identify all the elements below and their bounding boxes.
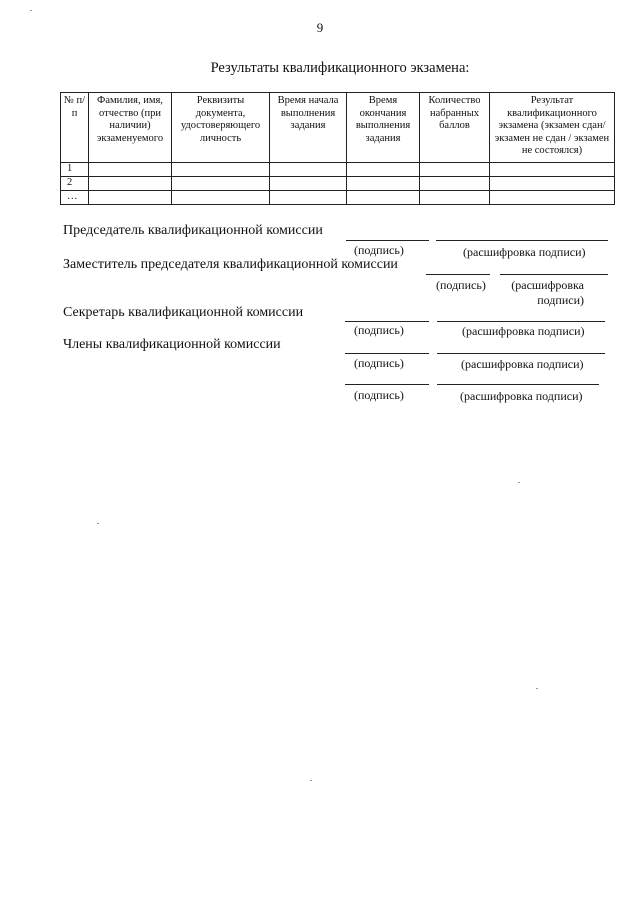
members-label: Члены квалификационной комиссии: [63, 337, 281, 352]
chairman-signature-line: [346, 240, 429, 241]
scan-speck: [536, 688, 538, 689]
table-cell-number: …: [61, 191, 89, 205]
deputy-decoding-caption: (расшифровка подписи): [511, 278, 584, 307]
member-1-decoding-caption: (расшифровка подписи): [461, 357, 584, 371]
secretary-label: Секретарь квалификационной комиссии: [63, 305, 304, 320]
table-row: [61, 177, 615, 191]
chairman-signature-caption: (подпись): [354, 243, 404, 257]
table-cell: [89, 163, 172, 177]
scan-speck: [310, 780, 312, 781]
table-cell: [172, 163, 270, 177]
header-identity-document: Реквизиты документа, удостоверяющего личность: [172, 93, 270, 163]
table-header-row: [61, 93, 615, 163]
member-2-signature-line: [345, 384, 429, 385]
results-table: [60, 92, 615, 205]
secretary-signature-caption: (подпись): [354, 323, 404, 337]
secretary-decoding-line: [437, 321, 605, 322]
member-2-decoding-caption: (расшифровка подписи): [460, 389, 583, 403]
secretary-signature-line: [345, 321, 429, 322]
secretary-decoding-caption: (расшифровка подписи): [462, 324, 585, 338]
header-full-name: Фамилия, имя, отчество (при наличии) экзаменуемого: [89, 93, 172, 163]
member-1-signature-line: [345, 353, 429, 354]
header-start-time: Время начала выполнения задания: [270, 93, 347, 163]
page-title: Результаты квалификационного экзамена:: [210, 60, 470, 76]
table-cell: [270, 177, 347, 191]
table-row: [61, 163, 615, 177]
header-result: Результат квалификационного экзамена (экзамен сдан/ экзамен не сдан / экзамен не состоялся): [490, 93, 615, 163]
table-cell: [270, 191, 347, 205]
table-cell: [420, 191, 490, 205]
member-1-decoding-line: [437, 353, 605, 354]
scan-speck: [518, 482, 520, 483]
table-cell: [347, 191, 420, 205]
table-cell: [420, 177, 490, 191]
scan-speck: [30, 10, 32, 11]
deputy-signature-line: [426, 274, 490, 275]
table-cell-number: 2: [61, 177, 89, 191]
deputy-decoding-line: [500, 274, 608, 275]
scan-speck: [97, 523, 99, 524]
table-cell: [89, 177, 172, 191]
chairman-decoding-line: [436, 240, 608, 241]
table-cell: [89, 191, 172, 205]
member-2-signature-caption: (подпись): [354, 388, 404, 402]
table-cell: [347, 177, 420, 191]
page-number: 9: [316, 20, 324, 35]
header-end-time: Время окончания выполнения задания: [347, 93, 420, 163]
header-score: Количество набранных баллов: [420, 93, 490, 163]
table-row: [61, 191, 615, 205]
member-2-decoding-line: [437, 384, 599, 385]
deputy-signature-caption: (подпись): [436, 278, 486, 292]
header-number: № п/п: [61, 93, 89, 163]
table-cell: [490, 163, 615, 177]
table-cell: [490, 191, 615, 205]
table-cell: [420, 163, 490, 177]
table-cell: [270, 163, 347, 177]
chairman-label: Председатель квалификационной комиссии: [63, 223, 323, 238]
member-1-signature-caption: (подпись): [354, 356, 404, 370]
table-cell: [490, 177, 615, 191]
chairman-decoding-caption: (расшифровка подписи): [463, 245, 586, 259]
table-cell: [172, 177, 270, 191]
table-cell: [347, 163, 420, 177]
table-cell: [172, 191, 270, 205]
deputy-label: Заместитель председателя квалификационной комиссии: [63, 257, 398, 272]
table-cell-number: 1: [61, 163, 89, 177]
